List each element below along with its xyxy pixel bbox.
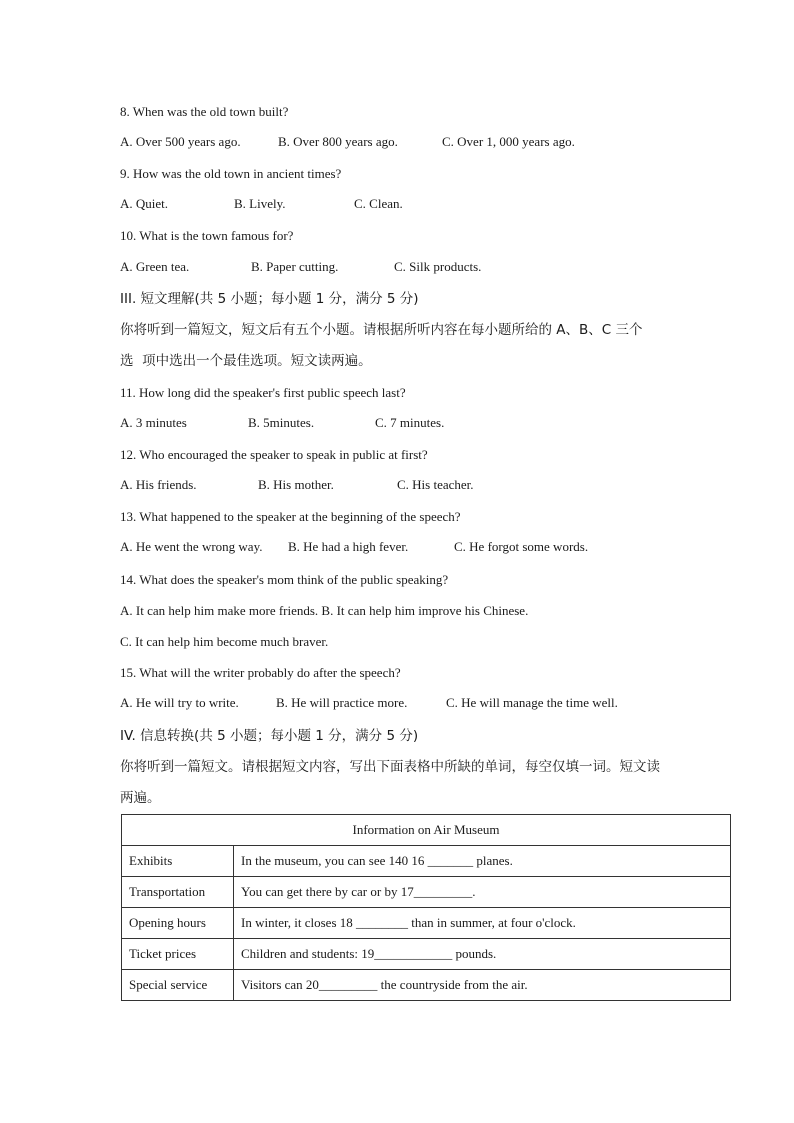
- q15-option-b: B. He will practice more.: [276, 695, 408, 710]
- q11-option-b: B. 5minutes.: [248, 415, 315, 430]
- table-row: [122, 877, 731, 908]
- q8-option-a: A. Over 500 years ago.: [120, 134, 241, 149]
- section-4-instructions-line-2: 两遍。: [120, 790, 161, 806]
- q11-option-a: A. 3 minutes: [120, 415, 187, 430]
- question-11: 11. How long did the speaker's first public speech last?: [120, 385, 406, 400]
- row-content: You can get there by car or by 17_________.: [234, 877, 731, 908]
- q12-option-a: A. His friends.: [120, 477, 197, 492]
- row-content: In winter, it closes 18 ________ than in summer, at four o'clock.: [234, 908, 731, 939]
- section-4-instructions-line-1: 你将听到一篇短文。请根据短文内容，写出下面表格中所缺的单词，每空仅填一词。短文读: [120, 759, 660, 775]
- table-caption-row: [122, 815, 731, 846]
- row-content: Visitors can 20_________ the countryside from the air.: [234, 970, 731, 1001]
- q12-option-c: C. His teacher.: [397, 477, 474, 492]
- question-12: 12. Who encouraged the speaker to speak in public at first?: [120, 447, 428, 462]
- row-label: Ticket prices: [122, 939, 234, 970]
- q13-option-b: B. He had a high fever.: [288, 539, 409, 554]
- section-3-instructions-line-1: 你将听到一篇短文，短文后有五个小题。请根据所听内容在每小题所给的 A、B、C 三个: [120, 322, 643, 338]
- q10-option-b: B. Paper cutting.: [251, 259, 339, 274]
- q8-option-c: C. Over 1, 000 years ago.: [442, 134, 575, 149]
- q9-option-b: B. Lively.: [234, 196, 286, 211]
- table-row: [122, 846, 731, 877]
- table-caption: Information on Air Museum: [122, 815, 731, 846]
- row-label: Special service: [122, 970, 234, 1001]
- q8-option-b: B. Over 800 years ago.: [278, 134, 398, 149]
- q14-option-c: C. It can help him become much braver.: [120, 634, 329, 649]
- q9-option-c: C. Clean.: [354, 196, 403, 211]
- row-label: Exhibits: [122, 846, 234, 877]
- info-table: [121, 814, 731, 1001]
- q13-option-a: A. He went the wrong way.: [120, 539, 263, 554]
- row-content: Children and students: 19____________ pounds.: [234, 939, 731, 970]
- q10-option-c: C. Silk products.: [394, 259, 482, 274]
- q13-option-c: C. He forgot some words.: [454, 539, 589, 554]
- q10-option-a: A. Green tea.: [120, 259, 190, 274]
- table-row: [122, 908, 731, 939]
- section-3-heading: III. 短文理解(共 5 小题；每小题 1 分，满分 5 分): [120, 291, 419, 307]
- row-label: Transportation: [122, 877, 234, 908]
- q12-option-b: B. His mother.: [258, 477, 334, 492]
- question-15: 15. What will the writer probably do after the speech?: [120, 665, 401, 680]
- question-14: 14. What does the speaker's mom think of the public speaking?: [120, 572, 449, 587]
- row-content: In the museum, you can see 140 16 _______ planes.: [234, 846, 731, 877]
- table-row: [122, 970, 731, 1001]
- q15-option-a: A. He will try to write.: [120, 695, 239, 710]
- question-10: 10. What is the town famous for?: [120, 228, 294, 243]
- table-row: [122, 939, 731, 970]
- question-8: 8. When was the old town built?: [120, 104, 289, 119]
- q14-options-a-b: A. It can help him make more friends. B. It can help him improve his Chinese.: [120, 603, 529, 618]
- q15-option-c: C. He will manage the time well.: [446, 695, 618, 710]
- question-13: 13. What happened to the speaker at the beginning of the speech?: [120, 509, 461, 524]
- q11-option-c: C. 7 minutes.: [375, 415, 445, 430]
- row-label: Opening hours: [122, 908, 234, 939]
- question-9: 9. How was the old town in ancient times?: [120, 166, 342, 181]
- q9-option-a: A. Quiet.: [120, 196, 169, 211]
- section-4-heading: IV. 信息转换(共 5 小题；每小题 1 分，满分 5 分): [120, 728, 419, 744]
- section-3-instructions-line-2: 选 项中选出一个最佳选项。短文读两遍。: [120, 353, 372, 369]
